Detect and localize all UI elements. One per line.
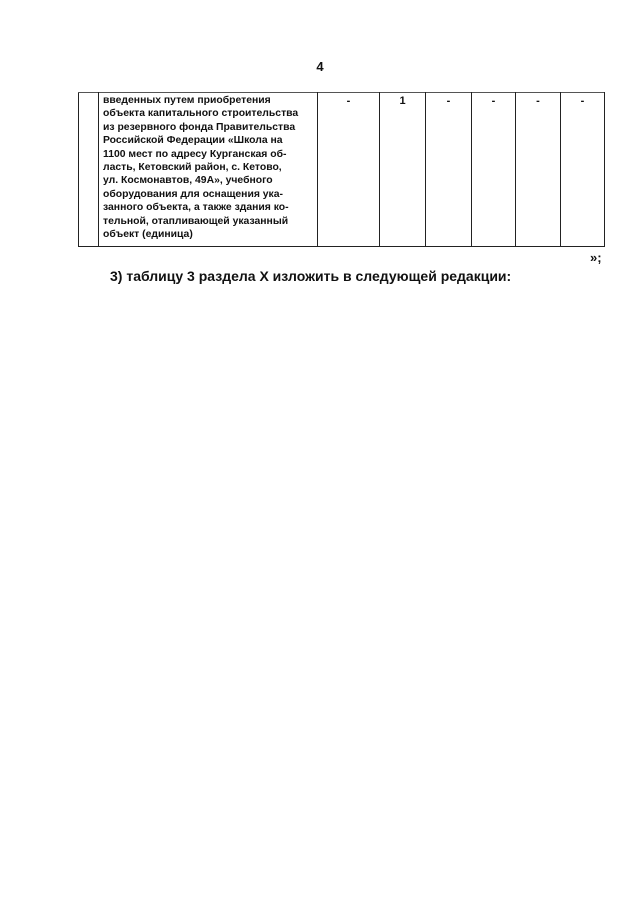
value-cell: - [561,93,605,247]
description-line: тельной, отапливающей указанный [103,215,289,227]
description-line: ул. Космонавтов, 49А», учебного [103,175,273,187]
value-cell: 1 [380,93,426,247]
amendment-instruction: 3) таблицу 3 раздела X изложить в следующей редакции: [110,268,512,284]
row-number-cell [79,93,99,247]
data-table [78,92,605,247]
description-line: оборудования для оснащения ука- [103,188,283,200]
description-line: ласть, Кетовский район, с. Кетово, [103,162,282,174]
page-number: 4 [316,59,324,74]
description-line: из резервного фонда Правительства [103,121,296,133]
row-description-cell [99,93,318,247]
table-row [79,93,605,247]
value-cell: - [426,93,472,247]
description-line: Российской Федерации «Школа на [103,135,283,147]
description-line: объекта капитального строительства [103,108,299,120]
value-cell: - [516,93,561,247]
description-line: 1100 мест по адресу Курганская об- [103,148,287,160]
description-line: занного объекта, а также здания ко- [103,202,289,214]
description-line: объект (единица) [103,229,193,241]
value-cell: - [318,93,380,247]
value-cell: - [472,93,516,247]
closing-quote: »; [590,250,602,265]
description-line: введенных путем приобретения [103,95,271,106]
